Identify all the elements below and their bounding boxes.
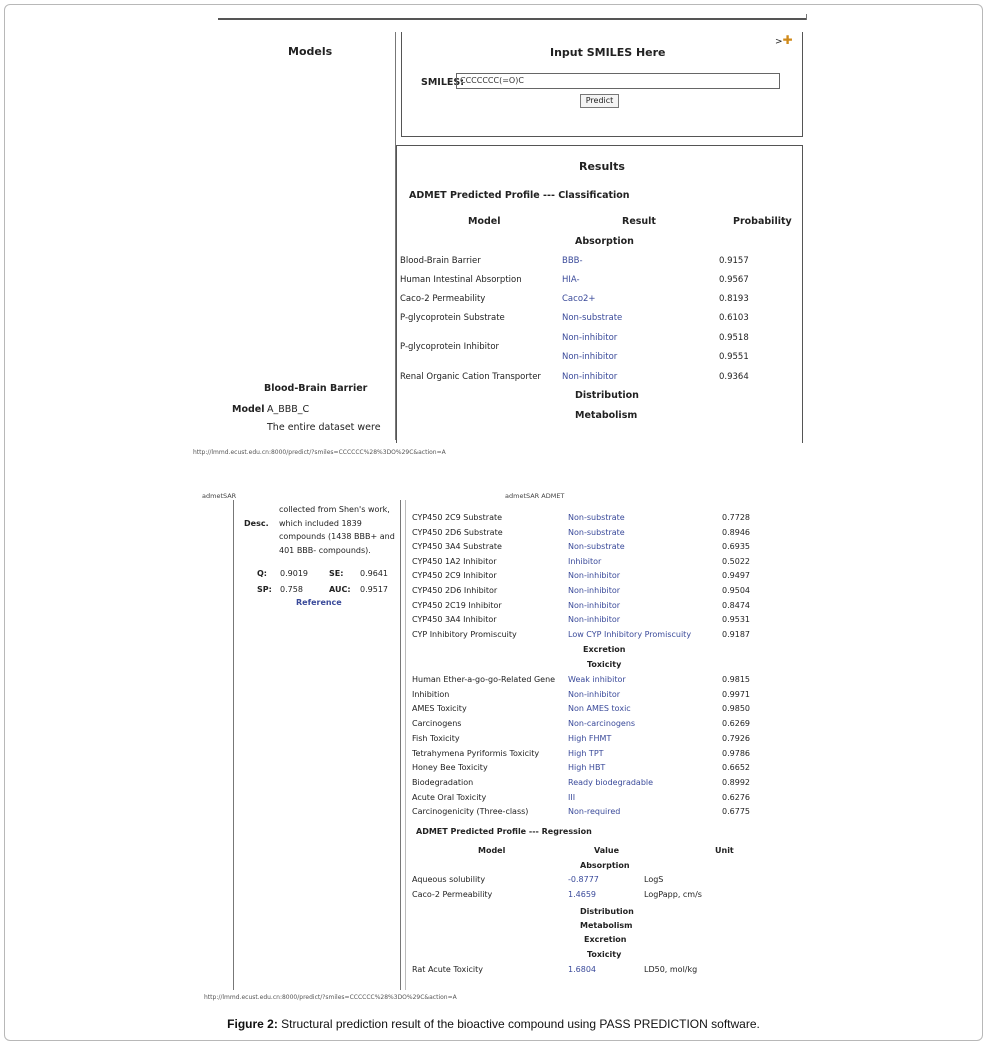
table-row-probability: 0.6775 <box>722 807 750 817</box>
table-row-probability: 0.9567 <box>719 275 749 285</box>
table-row-result[interactable]: Low CYP Inhibitory Promiscuity <box>568 629 692 639</box>
table-row-probability: 0.9971 <box>722 689 750 699</box>
table-row-model: Renal Organic Cation Transporter <box>400 372 541 382</box>
table-row-probability: 0.6269 <box>722 719 750 729</box>
table-row-result[interactable]: III <box>568 792 576 802</box>
table-row-probability: 0.9815 <box>722 675 750 684</box>
table-row-result[interactable]: Non-inhibitor <box>562 333 618 343</box>
side-model-label: Model <box>232 404 265 415</box>
table-row-probability: 0.9157 <box>719 256 749 266</box>
table-row-result[interactable]: Non-substrate <box>568 542 625 552</box>
table-row-probability: 0.9786 <box>722 748 750 758</box>
table-row-model: CYP450 3A4 Inhibitor <box>412 615 497 625</box>
reg-col-model: Model <box>478 846 506 855</box>
section-metabolism: Metabolism <box>575 410 638 421</box>
metric-value: 0.9641 <box>360 569 388 578</box>
section-toxicity: Toxicity <box>587 660 622 669</box>
table-row-result[interactable]: BBB- <box>562 256 583 266</box>
table-row-model: CYP450 3A4 Substrate <box>412 542 502 552</box>
table-row-value: -0.8777 <box>568 875 599 884</box>
table-row-result[interactable]: Inhibitor <box>568 556 602 566</box>
smiles-input[interactable]: CCCCCCC(=O)C <box>456 73 780 89</box>
table-row-result[interactable]: Non-inhibitor <box>562 352 618 362</box>
bottom-header-center: admetSAR ADMET <box>505 492 565 500</box>
table-row-probability: 0.8992 <box>722 777 750 787</box>
smiles-label: SMILES: <box>421 77 465 88</box>
table-row-probability: 0.7728 <box>722 513 750 522</box>
classification-heading: ADMET Predicted Profile --- Classification <box>409 190 630 201</box>
table-row-model: CYP450 2C9 Substrate <box>412 513 503 522</box>
table-row-unit: LogPapp, cm/s <box>644 890 702 899</box>
table-row-result[interactable]: HIA- <box>562 275 580 285</box>
models-heading: Models <box>288 45 333 58</box>
table-row-probability: 0.9551 <box>719 352 749 362</box>
table-row-model: Biodegradation <box>412 777 474 787</box>
caption-label: Figure 2: <box>227 1017 278 1031</box>
metric-key: SE: <box>329 569 344 578</box>
table-row-model: CYP450 2C19 Inhibitor <box>412 600 502 610</box>
reg-section-toxicity: Toxicity <box>587 950 622 959</box>
table-row-model: CYP450 2D6 Inhibitor <box>412 586 498 595</box>
table-row-probability: 0.9497 <box>722 571 750 581</box>
table-row-result[interactable]: Weak inhibitor <box>568 675 626 684</box>
bottom-left-border <box>233 500 234 990</box>
table-row-probability: 0.9518 <box>719 333 749 343</box>
reg-section-distribution: Distribution <box>580 907 634 916</box>
table-row-result[interactable]: Non AMES toxic <box>568 704 631 714</box>
top-rule-tick <box>806 14 807 20</box>
table-row-model: Carcinogenicity (Three-class) <box>412 807 529 817</box>
table-row-result[interactable]: Ready biodegradable <box>568 777 654 787</box>
table-row-result[interactable]: Non-substrate <box>568 513 625 522</box>
bottom-url: http://lmmd.ecust.edu.cn:8000/predict/?smiles=CCCCCC%28%3DO%29C&action=A <box>204 994 457 1001</box>
metric-key: AUC: <box>329 585 351 594</box>
table-row-result[interactable]: Non-substrate <box>562 313 623 323</box>
table-row-probability: 0.6652 <box>722 763 750 773</box>
table-row-probability: 0.8946 <box>722 527 750 537</box>
table-row-model: Tetrahymena Pyriformis Toxicity <box>412 748 540 758</box>
table-row-probability: 0.8193 <box>719 294 749 304</box>
table-row-value: 1.6804 <box>568 965 596 974</box>
table-row-probability: 0.5022 <box>722 556 750 566</box>
table-row-probability: 0.8474 <box>722 600 750 610</box>
regression-heading: ADMET Predicted Profile --- Regression <box>416 827 592 836</box>
table-row-model: Caco-2 Permeability <box>400 294 486 304</box>
input-heading: Input SMILES Here <box>550 46 666 59</box>
side-desc: The entire dataset were <box>267 422 381 433</box>
reg-section-absorption: Absorption <box>580 861 630 870</box>
desc-line: 401 BBB- compounds). <box>279 545 371 555</box>
metric-value: 0.758 <box>280 585 303 594</box>
table-row-result[interactable]: Non-inhibitor <box>568 689 621 699</box>
table-row-probability: 0.9187 <box>722 629 750 639</box>
reg-section-metabolism: Metabolism <box>580 921 633 930</box>
table-row-model: Inhibition <box>412 689 450 699</box>
figure-caption <box>0 1017 987 1031</box>
predict-button[interactable]: Predict <box>580 94 619 108</box>
top-url: http://lmmd.ecust.edu.cn:8000/predict/?smiles=CCCCCC%28%3DO%29C&action=A <box>193 449 446 456</box>
desc-line: collected from Shen's work, <box>279 505 390 514</box>
table-row-probability: 0.9504 <box>722 586 750 595</box>
table-row-unit: LogS <box>644 875 664 884</box>
table-row-model: Aqueous solubility <box>412 875 486 884</box>
table-row-result[interactable]: Caco2+ <box>562 294 596 304</box>
table-row-model: Human Ether-a-go-go-Related Gene <box>412 675 556 684</box>
section-distribution: Distribution <box>575 390 639 401</box>
desc-line: which included 1839 <box>279 518 362 528</box>
table-row-model: Honey Bee Toxicity <box>412 763 488 773</box>
bottom-header-left: admetSAR <box>202 492 237 500</box>
reg-col-value: Value <box>594 846 620 855</box>
table-row-result[interactable]: Non-inhibitor <box>568 571 621 581</box>
table-row-model: CYP450 2C9 Inhibitor <box>412 571 497 581</box>
table-row-model: Acute Oral Toxicity <box>412 792 487 802</box>
table-row-model: Caco-2 Permeability <box>412 890 493 899</box>
table-row-result[interactable]: Non-inhibitor <box>568 586 621 595</box>
table-row-result[interactable]: Non-inhibitor <box>568 600 621 610</box>
table-row-result[interactable]: Non-required <box>568 807 621 817</box>
desc-line: compounds (1438 BBB+ and <box>279 532 395 541</box>
top-rule <box>218 18 806 20</box>
table-row-model: Human Intestinal Absorption <box>400 275 522 285</box>
table-row-model: Rat Acute Toxicity <box>412 965 483 974</box>
table-row-model: Blood-Brain Barrier <box>400 256 481 266</box>
col-probability: Probability <box>733 216 792 227</box>
table-row-probability: 0.9531 <box>722 615 750 625</box>
section-excretion: Excretion <box>583 645 626 654</box>
table-row-unit: LD50, mol/kg <box>644 965 698 974</box>
side-model-value: A_BBB_C <box>267 404 310 415</box>
reg-section-excretion: Excretion <box>584 935 627 944</box>
expand-icon[interactable]: >✚ <box>775 33 793 47</box>
metric-value: 0.9517 <box>360 585 388 594</box>
table-row-model: Carcinogens <box>412 719 462 729</box>
table-row-value: 1.4659 <box>568 890 596 899</box>
bottom-column-divider <box>400 500 401 990</box>
caption-text: Structural prediction result of the bioactive compound using PASS PREDICTION software. <box>281 1017 760 1031</box>
col-result: Result <box>622 216 656 227</box>
side-title: Blood-Brain Barrier <box>264 383 368 394</box>
results-heading: Results <box>579 160 625 173</box>
table-row-result[interactable]: Non-carcinogens <box>568 719 636 729</box>
table-row-result[interactable]: Non-inhibitor <box>562 372 618 382</box>
reference-link[interactable]: Reference <box>296 598 342 607</box>
table-row-result[interactable]: High FHMT <box>568 733 612 743</box>
table-row-model: CYP450 1A2 Inhibitor <box>412 556 497 566</box>
table-row-model: CYP450 2D6 Substrate <box>412 527 503 537</box>
metric-value: 0.9019 <box>280 569 308 578</box>
table-row-model: AMES Toxicity <box>412 704 467 714</box>
desc-label: Desc. <box>244 519 269 528</box>
bottom-column-divider-inner <box>405 500 406 990</box>
table-row-result[interactable]: Non-substrate <box>568 527 625 537</box>
table-row-model: P-glycoprotein Inhibitor <box>400 342 500 352</box>
table-row-probability: 0.9850 <box>722 704 750 714</box>
table-row-result[interactable]: Non-inhibitor <box>568 615 621 625</box>
table-row-model: Fish Toxicity <box>412 733 460 743</box>
col-model: Model <box>468 216 501 227</box>
table-row-probability: 0.7926 <box>722 733 750 743</box>
reg-col-unit: Unit <box>715 846 734 855</box>
table-row-model: P-glycoprotein Substrate <box>400 313 505 323</box>
table-row-result[interactable]: High HBT <box>568 763 606 773</box>
table-row-probability: 0.6935 <box>722 542 750 552</box>
table-row-model: CYP Inhibitory Promiscuity <box>412 629 517 639</box>
section-absorption: Absorption <box>575 236 634 247</box>
table-row-probability: 0.6103 <box>719 313 749 323</box>
table-row-probability: 0.9364 <box>719 372 749 382</box>
metric-key: SP: <box>257 585 272 594</box>
table-row-probability: 0.6276 <box>722 792 750 802</box>
table-row-result[interactable]: High TPT <box>568 748 604 758</box>
metric-key: Q: <box>257 569 267 578</box>
